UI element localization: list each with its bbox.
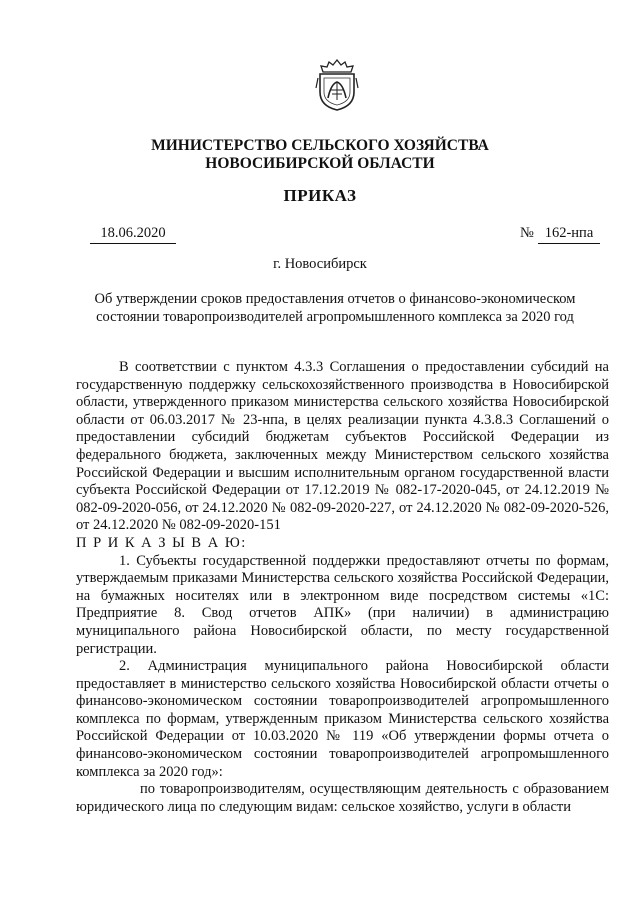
item-1-paragraph: 1. Субъекты государственной поддержки предоставляют отчеты по формам, утверждаемым приказами Министерства сельского хозяйства Российской Федерации, на бумажных носителях или в электронном виде посредством системы «1С: Предприятие 8. Свод отчетов АПК» (при наличии) в администрацию муниципального района Новосибирской области, по месту государственной регистрации. [76,552,609,657]
item-2-paragraph: 2. Администрация муниципального района Новосибирской области предоставляет в министерство сельского хозяйства Новосибирской области отчеты о финансово-экономическом состоянии товаропроизводителей агропромышленного комплекса по формам, утвержденным приказом Министерства сельского хозяйства Российской Федерации от 10.03.2020 № 119 «Об утверждении формы отчета о финансово-экономическом состоянии товаропроизводителей агропромышленного комплекса за 2020 год»: [76,658,609,780]
coat-of-arms-icon [315,58,359,112]
ministry-name-line1: МИНИСТЕРСТВО СЕЛЬСКОГО ХОЗЯЙСТВА [151,137,489,154]
preamble-paragraph: В соответствии с пунктом 4.3.3 Соглашения о предоставлении субсидий на государственную поддержку сельскохозяйственного производства в Новосибирской области, утвержденного приказом министерства сельского хозяйства Новосибирской области от 06.03.2017 № 23-нпа, в целях реализации пункта 4.3.8.3 Соглашений о предоставлении субсидий бюджетам субъектов Российской Федерации из федерального бюджета, заключенных между Министерством сельского хозяйства Российской Федерации и высшим исполнительным органом государственной власти субъекта Российской Федерации от 17.12.2019 № 082-17-2020-045, от 24.12.2019 № 082-09-2020-056, от 24.12.2020 № 082-09-2020-227, от 24.12.2020 № 082-09-2020-526, от 24.12.2020 № 082-09-2020-151 [76,359,609,534]
document-type: ПРИКАЗ [283,186,357,205]
order-date: 18.06.2020 [90,225,176,244]
order-number-label: № [520,225,534,241]
subject-line1: Об утверждении сроков предоставления отчетов о финансово-экономическом [94,291,576,307]
ministry-name-line2: НОВОСИБИРСКОЙ ОБЛАСТИ [205,155,435,172]
order-subject [70,290,600,326]
order-body [76,359,609,816]
order-word: П Р И К А З Ы В А Ю: [76,534,247,551]
subject-line2: состоянии товаропроизводителей агропромышленного комплекса за 2020 год [96,309,574,325]
item-2-subparagraph: по товаропроизводителям, осуществляющим деятельность с образованием юридического лица по следующим видам: сельское хозяйство, услуги в области [76,781,609,815]
city: г. Новосибирск [273,256,367,272]
order-number: 162-нпа [538,225,600,244]
